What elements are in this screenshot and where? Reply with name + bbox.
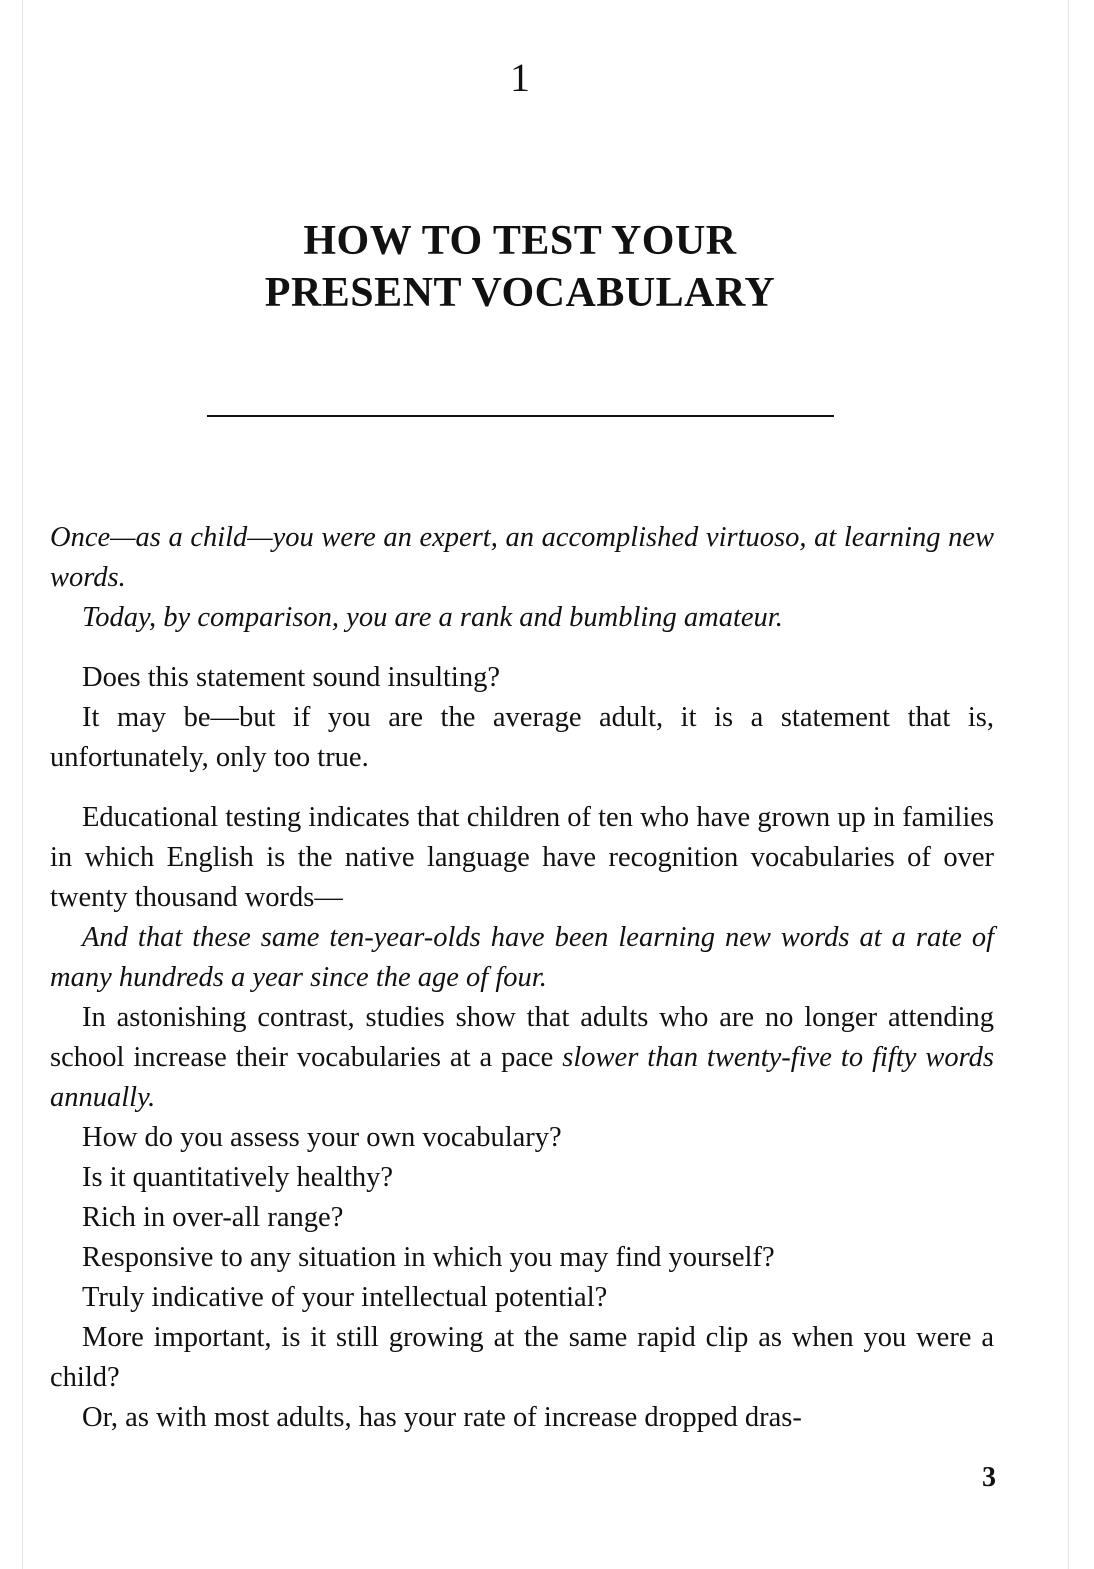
chapter-title-line-1: HOW TO TEST YOUR <box>303 218 737 264</box>
chapter-number: 1 <box>510 55 530 100</box>
chapter-title-line-2: PRESENT VOCABULARY <box>264 270 776 316</box>
paragraph-8: How do you assess your own vocabulary? <box>82 1122 562 1153</box>
paragraph-10: Rich in over-all range? <box>82 1202 344 1233</box>
page-edge-right <box>1068 0 1069 1569</box>
paragraph-6: And that these same ten-year-olds have been learning new words at a rate of many hundreds a year since the age of four. <box>50 922 994 993</box>
paragraph-3: Does this statement sound insulting? <box>82 662 500 693</box>
paragraph-9: Is it quantitatively healthy? <box>82 1162 394 1193</box>
page-number: 3 <box>982 1462 996 1493</box>
body-text <box>50 518 994 1438</box>
paragraph-4: It may be—but if you are the average adult, it is a statement that is, unfortunately, only too true. <box>50 702 994 773</box>
paragraph-12: Truly indicative of your intellectual potential? <box>82 1282 608 1313</box>
paragraph-5: Educational testing indicates that children of ten who have grown up in families in which English is the native language have recognition vocabularies of over twenty thousand words— <box>50 802 994 913</box>
paragraph-7-italic: slower than twenty-five to fifty words annually. <box>50 1042 995 1113</box>
paragraph-7 <box>50 998 994 1118</box>
paragraph-14: Or, as with most adults, has your rate of increase dropped dras- <box>82 1402 802 1433</box>
paragraph-1: Once—as a child—you were an expert, an accomplished virtuoso, at learning new words. <box>50 522 994 593</box>
paragraph-13: More important, is it still growing at the same rapid clip as when you were a child? <box>50 1322 994 1393</box>
paragraph-2: Today, by comparison, you are a rank and bumbling amateur. <box>82 602 783 633</box>
title-divider-rule <box>207 415 834 417</box>
chapter-title <box>0 215 1040 319</box>
paragraph-7-text: In astonishing contrast, studies show that adults who are no longer attending school increase their vocabularies at a pace <box>50 1002 994 1073</box>
paragraph-11: Responsive to any situation in which you may find yourself? <box>82 1242 775 1273</box>
